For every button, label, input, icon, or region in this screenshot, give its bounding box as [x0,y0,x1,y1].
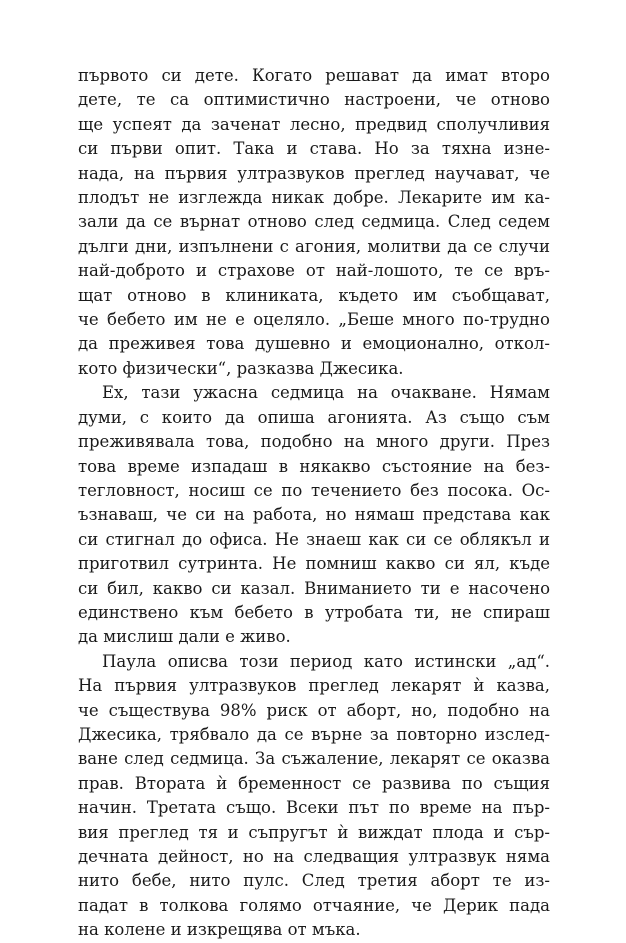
text-line: вия преглед тя и съпругът ѝ виждат плода и сър- [78,822,550,842]
text-line: кото физически“, разказва Джесика. [78,358,404,378]
text-line: да мислиш дали е живо. [78,627,291,647]
text-line: нада, на първия ултразвуков преглед научават, че [78,163,550,183]
paragraph-3 [78,650,550,943]
text-line: плодът не изглежда никак добре. Лекарите им ка- [78,188,550,208]
text-line: дечната дейност, но на следващия ултразвук няма [78,847,550,866]
text-line: зали да се върнат отново след седмица. След седем [78,212,550,232]
text-line: нито бебе, нито пулс. След третия аборт те из- [78,871,550,891]
text-line: дълги дни, изпълнени с агония, молитви да се случи [78,236,550,256]
text-line: ъзнаваш, че си на работа, но нямаш представа как [78,505,550,525]
text-line: дете, те са оптимистично настроени, че отново [78,90,550,110]
text-line: да преживея това душевно и емоционално, откол- [78,334,550,354]
text-line: първото си дете. Когато решават да имат второ [78,66,550,85]
text-line: Ех, тази ужасна седмица на очакване. Нямам [102,383,550,403]
text-line: на колене и изкрещява от мъка. [78,920,361,940]
text-line: ване след седмица. За съжаление, лекарят се оказва [78,749,550,769]
text-line: начин. Третата също. Всеки път по време на пър- [78,798,550,818]
paragraph-2 [78,381,550,649]
text-line: си стигнал до офиса. Не знаеш как си се облякъл и [78,529,550,549]
text-line: ще успеят да заченат лесно, предвид сполучливия [78,114,550,134]
text-line: щат отново в клиниката, където им съобщават, [78,285,550,305]
paragraph-1 [78,64,550,381]
text-line: прав. Втората ѝ бременност се развива по същия [78,773,550,793]
text-line: Паула описва този период като истински „ад“. [102,651,550,671]
text-line: най-доброто и страхове от най-лошото, те се връ- [78,261,550,281]
text-line: тегловност, носиш се по течението без посока. Ос- [78,480,550,500]
text-line: преживявала това, подобно на много други. През [78,432,550,452]
text-line: това време изпадаш в някакво състояние на без- [78,456,550,476]
text-line: си първи опит. Така и става. Но за тяхна изне- [78,139,550,159]
book-page [78,64,550,943]
text-line: си бил, какво си казал. Вниманието ти е насочено [78,578,550,598]
text-line: Джесика, трябвало да се върне за повторно изслед- [78,724,550,744]
text-line: думи, с които да опиша агонията. Аз също съм [78,407,550,427]
text-line: приготвил сутринта. Не помниш какво си ял, къде [78,554,550,574]
text-line: На първия ултразвуков преглед лекарят ѝ казва, [78,676,550,696]
text-line: единствено към бебето в утробата ти, не спираш [78,602,550,622]
text-line: че бебето им не е оцеляло. „Беше много по-трудно [78,310,550,330]
text-line: че съществува 98% риск от аборт, но, подобно на [78,700,550,720]
text-line: падат в толкова голямо отчаяние, че Дерик пада [78,895,550,915]
